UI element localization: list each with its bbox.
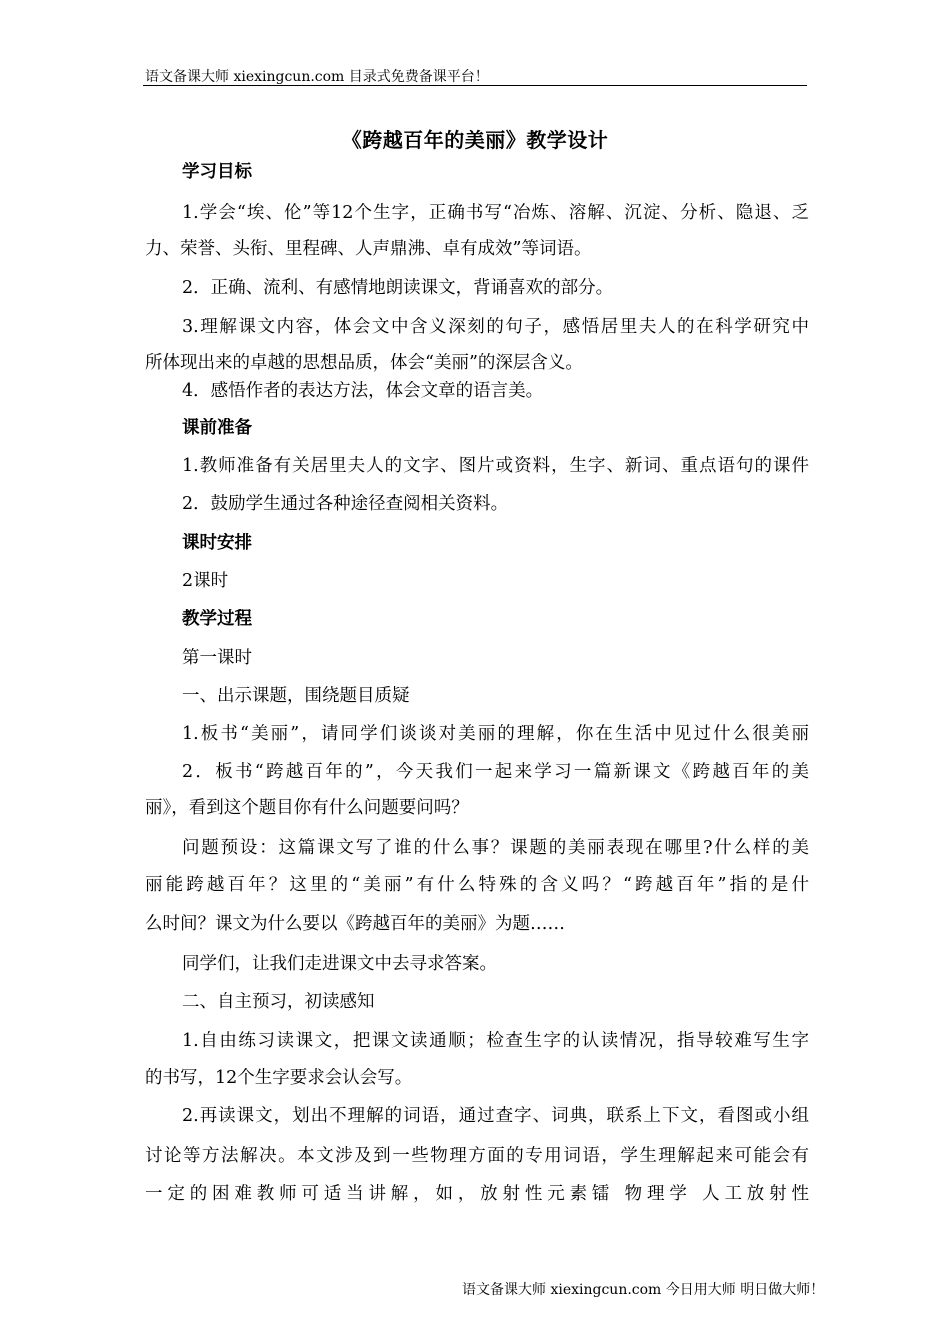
section-heading-process: 教学过程 (182, 609, 252, 629)
header-text: 语文备课大师 xiexingcun.com 目录式免费备课平台！ (145, 69, 489, 85)
text-line: 二、自主预习，初读感知 (182, 992, 375, 1012)
document-title: 《跨越百年的美丽》教学设计 (341, 128, 609, 152)
text-line: 一、出示课题，围绕题目质疑 (182, 686, 410, 706)
text-line: 2.再读课文，划出不理解的词语，通过查字、词典，联系上下文，看图或小组 (182, 1106, 809, 1126)
text-line: 3.理解课文内容，体会文中含义深刻的句子，感悟居里夫人的在科学研究中 (182, 317, 809, 337)
text-line: 丽》，看到这个题目你有什么问题要问吗？ (145, 798, 469, 818)
text-line: 2课时 (182, 571, 229, 591)
text-line: 讨论等方法解决。本文涉及到一些物理方面的专用词语，学生理解起来可能会有 (145, 1146, 809, 1166)
text-line: 2．鼓励学生通过各种途径查阅相关资料。 (182, 494, 509, 514)
text-line: 2．板书“跨越百年的”，今天我们一起来学习一篇新课文《跨越百年的美 (182, 762, 809, 782)
text-line: 一定的困难教师可适当讲解，如，放射性元素镭 物理学 人工放射性 (145, 1184, 809, 1204)
text-line: 4．感悟作者的表达方法，体会文章的语言美。 (182, 381, 544, 401)
text-line: 同学们，让我们走进课文中去寻求答案。 (182, 954, 497, 974)
text-line: 1.教师准备有关居里夫人的文字、图片或资料，生字、新词、重点语句的课件 (182, 456, 809, 476)
text-line: 问题预设：这篇课文写了谁的什么事？课题的美丽表现在哪里?什么样的美 (182, 838, 809, 858)
text-line: 1.板书“美丽”，请同学们谈谈对美丽的理解，你在生活中见过什么很美丽 (182, 724, 809, 744)
text-line: 1.自由练习读课文，把课文读通顺；检查生字的认读情况，指导较难写生字 (182, 1031, 809, 1051)
footer-text: 语文备课大师 xiexingcun.com 今日用大师 明日做大师！ (462, 1282, 825, 1298)
text-line: 丽能跨越百年？这里的“美丽”有什么特殊的含义吗？“跨越百年”指的是什 (145, 875, 809, 895)
section-heading-schedule: 课时安排 (182, 533, 252, 553)
text-line: 第一课时 (182, 648, 252, 668)
text-line: 所体现出来的卓越的思想品质，体会“美丽”的深层含义。 (145, 353, 583, 373)
section-heading-objectives: 学习目标 (182, 162, 252, 182)
text-line: 2．正确、流利、有感情地朗读课文，背诵喜欢的部分。 (182, 278, 614, 298)
header-rule (143, 85, 807, 86)
text-line: 么时间？课文为什么要以《跨越百年的美丽》为题…… (145, 914, 565, 934)
text-line: 力、荣誉、头衔、里程碑、人声鼎沸、卓有成效”等词语。 (145, 239, 592, 259)
text-line: 的书写，12个生字要求会认会写。 (145, 1068, 413, 1088)
text-line: 1.学会“埃、伦”等12个生字，正确书写“冶炼、溶解、沉淀、分析、隐退、乏 (182, 203, 809, 223)
section-heading-preparation: 课前准备 (182, 418, 252, 438)
